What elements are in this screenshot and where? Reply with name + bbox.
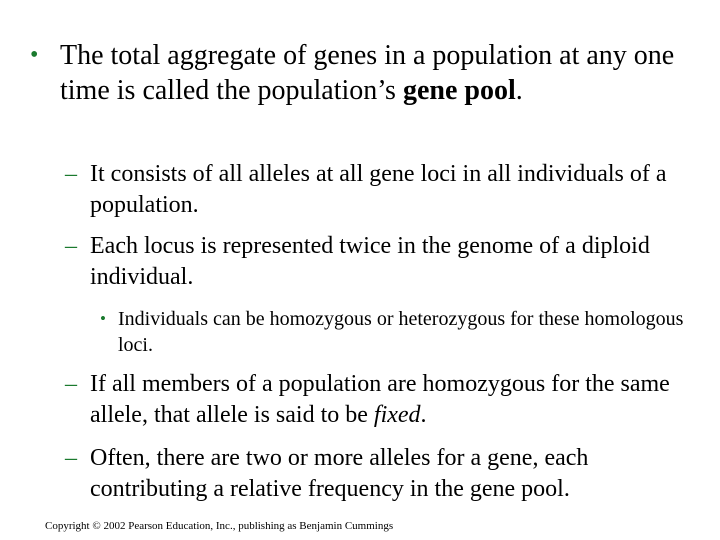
main-bullet-text xyxy=(60,38,680,108)
copyright-footer: Copyright © 2002 Pearson Education, Inc., publishing as Benjamin Cummings xyxy=(45,520,394,532)
main-bullet-prefix: The total aggregate of genes in a population at any one time is called the population’s xyxy=(60,40,675,106)
sub-bullet-4-text: Often, there are two or more alleles for a gene, each contributing a relative frequency in the gene pool. xyxy=(90,445,589,502)
bullet-icon: • xyxy=(100,309,106,328)
dash-icon: – xyxy=(65,161,77,187)
sub-bullet-3-text xyxy=(90,369,685,431)
sub-sub-bullet-2a xyxy=(100,306,685,358)
sub-bullet-2 xyxy=(65,231,685,293)
sub-bullet-3-suffix: . xyxy=(420,402,427,428)
dash-icon: – xyxy=(65,233,77,259)
dash-icon: – xyxy=(65,371,77,397)
main-bullet-emphasis: gene pool xyxy=(402,75,516,106)
sub-bullet-3 xyxy=(65,369,685,431)
sub-bullet-1 xyxy=(65,159,685,221)
sub-sub-bullet-2a-text: Individuals can be homozygous or heterozygous for these homologous loci. xyxy=(118,308,684,356)
sub-bullet-3-emphasis: fixed xyxy=(373,402,421,428)
main-bullet-suffix: . xyxy=(515,75,523,106)
dash-icon: – xyxy=(65,445,77,471)
sub-bullet-2-text: Each locus is represented twice in the genome of a diploid individual. xyxy=(90,233,650,290)
bullet-icon: • xyxy=(30,42,39,68)
sub-bullet-3-prefix: If all members of a population are homozygous for the same allele, that allele is said to be xyxy=(90,371,670,428)
main-bullet xyxy=(30,38,680,108)
sub-bullet-1-text: It consists of all alleles at all gene loci in all individuals of a population. xyxy=(90,161,667,218)
sub-bullet-4 xyxy=(65,443,685,505)
